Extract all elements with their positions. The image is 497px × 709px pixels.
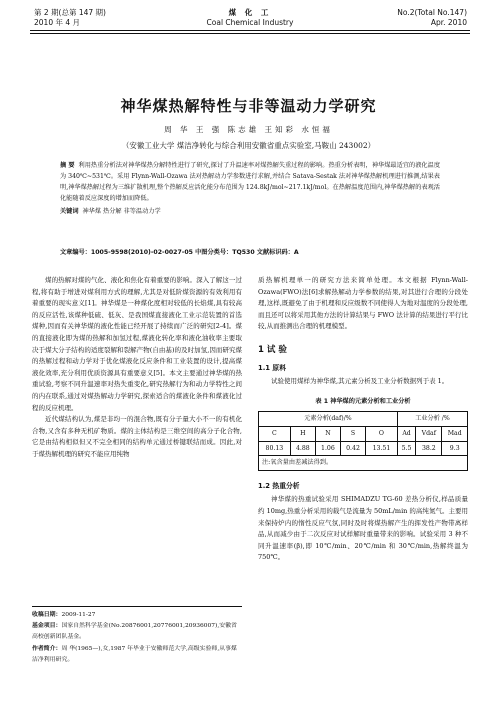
issue-number-en: No.2(Total No.147) xyxy=(397,8,467,17)
affiliation: （安徽工业大学 煤洁净转化与综合利用安徽省重点实验室,马鞍山 243002） xyxy=(121,141,376,150)
authors: 周 华 王 强 陈志雄 王知彩 水恒福 xyxy=(164,125,333,134)
abstract-text: 利用热重分析法对神华煤热分解特性进行了研究,探讨了升温速率对煤热解失重过程的影响。热重分析表明，神华煤最适宜的液化温度为 340℃~531℃。采用 Flynn-Wall-Ozawa 法对热解动力学参数进行求解,并结合 Satava-Sestak 法对神华煤热解机理进行推测,结果表明,神华煤热解过程为三维扩散机理,整个热解反应活化能分布范围为 124.8kJ/mol~217.1kJ/mol。在热解温度范围内,神华煤热解的表观活化能随着反应深度的增加而降低。 xyxy=(60,162,441,202)
table-group-header: 元素分析(daf)/% xyxy=(259,412,398,427)
author-bio: 周 华(1965—),女,1987 年毕业于安徽师范大学,高级实验师,从事煤洁净利用研究。 xyxy=(32,645,237,663)
running-header xyxy=(0,0,497,62)
footnote-block xyxy=(32,606,242,666)
table-header-cell: C xyxy=(259,426,291,441)
table-cell: 1.06 xyxy=(315,441,340,456)
header-rule-thick xyxy=(30,30,470,31)
table-header-cell: H xyxy=(290,426,315,441)
body-paragraph: 煤的热解对煤的气化、液化和焦化有着重要的影响。深入了解这一过程,将有助于增进对煤利用方式的理解,尤其是对低阶煤资源的有效利用有着重要的现实意义[1]。神华煤是一种煤化度相对较低的长焰煤,具有较高的反应活性,该煤种低硫、低灰、是我国煤直接液化工业示范装置的首选煤种,因而有关神华煤的液化性能已经开展了持续而广泛的研究[2-4]。煤的直接液化即为煤的热解和加氢过程,煤液化转化率和液化油收率主要取决于煤大分子结构的适度裂解和裂解产物(自由基)的及时加氢,因而研究煤的热解过程和动力学对于优化煤液化反应条件和工业装置的设计,提高煤液化效率,充分利用优质资源具有重要意义[5]。本文主要通过神华煤的热重试验,考察不同升温速率对热失重变化,研究热解行为和动力学特性之间的内在联系,通过对煤热解动力学研究,探索适合的煤液化条件和煤液化过程的反应机理。 xyxy=(32,276,242,412)
body-paragraph: 质热解机理单一的研究方法来简单处理。本文根据 Flynn-Wall-Ozawa(FWO)法[6]求解热解动力学参数的结果,对其进行合理的分段处理,这样,既避免了由于机理和反应级数不同使得人为地对温度的分段处理,而且还可以将采用其他方法的计算结果与 FWO 法计算的结果进行平行比较,从而推测出合理的机理模型。 xyxy=(258,276,468,331)
composition-table xyxy=(258,411,468,470)
table-header-cell: Ad xyxy=(397,426,415,441)
body-paragraph: 近代煤结构认为,煤是非均一的混合物,既有分子量大小不一的有机化合物,又含有多种无机矿物质。煤的主体结构是三维空间的高分子化合物,它是由结构相似但又不完全相同的结构单元通过桥键联结而成。因此,对于煤热解机理的研究不能应用纯物 xyxy=(32,415,242,458)
table-header-cell: S xyxy=(340,426,365,441)
author-bio-label: 作者简介： xyxy=(32,645,62,652)
table-cell: 4.88 xyxy=(290,441,315,456)
keywords-label: 关键词 xyxy=(60,208,79,215)
received-label: 收稿日期： xyxy=(32,612,62,618)
journal-name-cn: 煤 化 工 xyxy=(228,8,272,17)
journal-name-en: Coal Chemical Industry xyxy=(206,18,294,27)
date-en: Apr. 2010 xyxy=(430,18,467,27)
table-cell: 5.5 xyxy=(397,441,415,456)
right-column xyxy=(258,275,468,564)
table-header-cell: Vdaf xyxy=(416,426,442,441)
header-rule-thin xyxy=(30,33,470,34)
body-paragraph: 试验使用煤样为神华煤,其元素分析及工业分析数据列于表 1。 xyxy=(271,377,449,386)
issue-number-cn: 第 2 期(总第 147 期) xyxy=(34,8,106,17)
table-group-header: 工业分析 /% xyxy=(397,412,467,427)
date-cn: 2010 年 4 月 xyxy=(34,18,81,27)
table-note: 注:氧含量由差减法得到。 xyxy=(259,456,468,471)
table-header-cell: Mad xyxy=(442,426,468,441)
keywords: 神华煤 热分解 非等温动力学 xyxy=(82,208,161,215)
table-header-cell: N xyxy=(315,426,340,441)
abstract-label: 摘 要 xyxy=(60,162,75,169)
subsection-heading: 1.2 热重分析 xyxy=(258,481,300,490)
body-paragraph: 神华煤的热重试验采用 SHIMADZU TG-60 差热分析仪,样品质量约 10mg,热重分析采用的载气是流量为 50mL/min 的高纯氮气。主要用来保持炉内的惰性反应气氛,同时及时将煤热解产生的挥发性产物带离样品,从而减少由于二次反应对试样解时重量带来的影响。试验采用 3 种不同升温速率(β),即 10℃/min、20℃/min 和 30℃/min,热解终温为 750℃。 xyxy=(258,495,468,562)
fund-text: 国家自然科学基金(No.20876001,20776001,20936007),安徽省高校创新团队基金。 xyxy=(32,623,237,641)
table-caption: 表 1 神华煤的元素分析和工业分析 xyxy=(315,397,411,405)
paper-title: 神华煤热解特性与非等温动力学研究 xyxy=(120,97,377,115)
table-cell: 9.3 xyxy=(442,441,468,456)
table-header-cell: O xyxy=(366,426,398,441)
article-info: 文章编号：1005-9598(2010)-02-0027-05 中图分类号：TQ530 文献标识码：A xyxy=(60,249,299,256)
table-cell: 80.13 xyxy=(259,441,291,456)
left-column xyxy=(32,275,242,461)
section-heading: 1 试 验 xyxy=(258,344,287,355)
fund-label: 基金项目： xyxy=(32,623,62,630)
table-cell: 0.42 xyxy=(340,441,365,456)
abstract-block xyxy=(60,160,440,217)
received-date: 2009-11-27 xyxy=(61,612,96,618)
table-cell: 38.2 xyxy=(416,441,442,456)
subsection-heading: 1.1 原料 xyxy=(258,363,287,372)
table-cell: 13.51 xyxy=(366,441,398,456)
